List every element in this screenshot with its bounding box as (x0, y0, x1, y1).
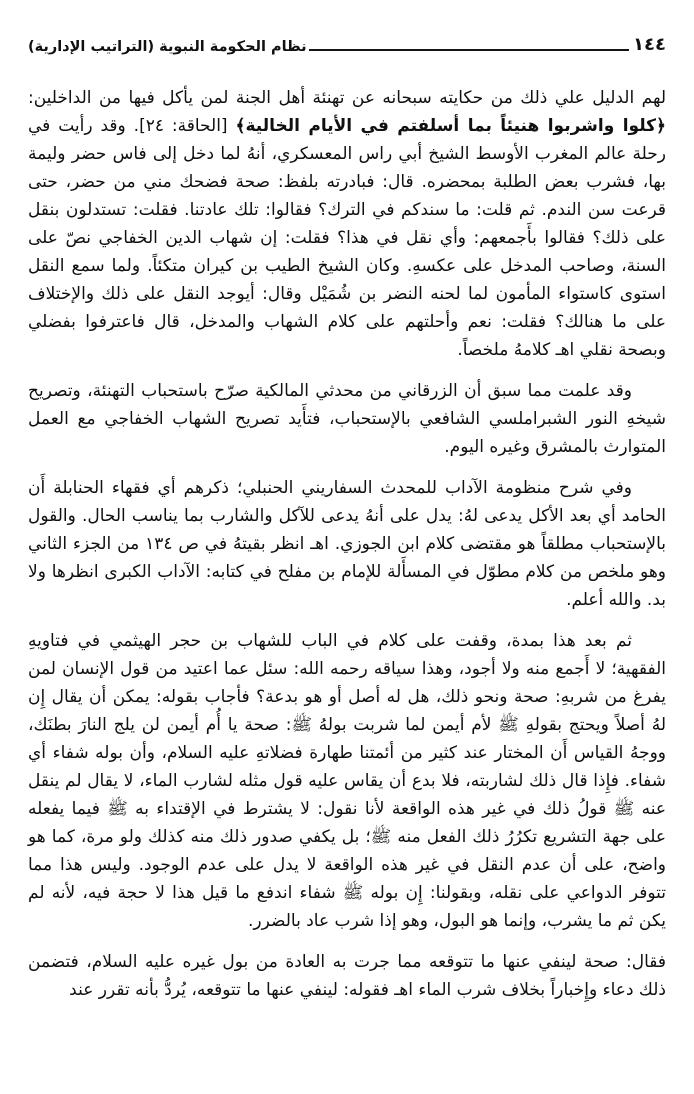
quran-verse: ﴿كلوا واشربوا هنيئاً بما أسلفتم في الأيام الخالية﴾ (235, 116, 666, 136)
paragraph (28, 84, 666, 364)
text-segment: لهم الدليل علي ذلك من حكايته سبحانه عن تهنئة أهل الجنة لمن يأكل فيها من الداخلين: (28, 88, 666, 108)
text-segment: فقال: صحة لينفي عنها ما تتوقعه مما جرت به العادة من بول غيره عليه السلام، فتضمن ذلك دعاء وإِخباراً بخلاف شرب الماء اهـ فقوله: لينفي عنها ما تتوقعه، يُردُّ بأنه تقرر عند (28, 952, 666, 1000)
header-rule (309, 48, 629, 51)
paragraph (28, 474, 666, 614)
paragraph (28, 627, 666, 935)
running-head (28, 36, 666, 54)
text-segment: وقد علمت مما سبق أن الزرقاني من محدثي المالكية صرّح باستحباب التهنئة، وتصريح شيخهِ النور الشبراملسي الشافعي بالإستحباب، فتأَيد تصريح الشهاب الخفاجي مع العمل المتوارث بالمشرق وغيره اليوم. (28, 381, 666, 457)
book-title: نظام الحكومة النبوية (التراتيب الإدارية) (28, 38, 307, 55)
paragraph (28, 948, 666, 1004)
text-segment: ثم بعد هذا بمدة، وقفت على كلام في الباب للشهاب بن حجر الهيثمي في فتاويهِ الفقهية؛ لا أَجمع منه ولا أجود، وهذا سياقه رحمه الله: سئل عما اعتيد من قول الإنسان لمن يفرغ من شربهِ: صحة ونحو ذلك، هل له أصل أو هو بدعة؟ فأجاب بقوله: يمكن أن يقال إِن لهُ أصلاً ويحتج بقولهِ ﷺ لأم أيمن لما شربت بولهُ ﷺ: صحة يا أُم أيمن لن يلج النارَ بطنَك، ووجهُ القياس أَن المختار عند كثير من أئمتنا طهارة فضلاتهِ عليه السلام، وأن بوله شفاء أي شفاء. فإِذا قال ذلك لشاربته، فلا بدع أن يقاس عليه قول مثله لشارب الماء، لا يقال لم ينقل عنه ﷺ قولُ ذلك في غير هذه الواقعة لأنا نقول: لا يشترط في الإقتداء به ﷺ فيما يفعله على جهة التشريع تكرُرُ ذلك الفعل منه ﷺ؛ بل يكفي صدور ذلك منه كذلك ولو مرة، كما هو واضح، على أن عدم النقل في غير هذه الواقعة لا يدل على عدم الوجود. وليس هذا مما تتوفر الدواعي على نقله، وبقولنا: إِن بوله ﷺ شفاء اندفع ما قيل هذا لا حجة فيه، لأنه لم يكن ثم ما يشرب، وإنما هو البول، وهو إذا شرب عاد بالضرر. (28, 631, 666, 931)
page-number: ١٤٤ (633, 34, 666, 55)
body-text (28, 84, 666, 1004)
paragraph (28, 377, 666, 461)
text-segment: وفي شرح منظومة الآداب للمحدث السفاريني الحنبلي؛ ذكرهم أي فقهاء الحنابلة أَن الحامد أي بعد الأكل يدعى لهُ: يدل على أنهُ يدعى للآكل والشارب بما يناسب الحال. والقول بالإستحباب مطلقاً هو مقتضى كلام ابن الجوزي. اهـ انظر بقيتهُ في ص ١٣٤ من الجزء الثاني وهو ملخص من كلام مطوّل في المسأَلة للإمام بن مفلح في كتابه: الآداب الكبرى انظرها ولا بد. والله أعلم. (28, 478, 666, 610)
text-segment: [الحاقة: ٢٤]. وقد رأيت في رحلة عالم المغرب الأوسط الشيخ أبي راس المعسكري، أنهُ لما دخل إلى فاس حضر وليمة بها، فشرب بعض الطلبة بمحضره. قال: فبادرته بلفظ: صحة فضحك مني من حضر، حتى قرعت سن الندم. ثم قلت: ما سندكم في الترك؟ فقالوا: تلك عادتنا. فقلت: تستدلون بنقل على ذلك؟ فقالوا بأَجمعهم: وأي نقل في هذا؟ فقلت: إن شهاب الدين الخفاجي نصّ على السنة، وصاحب المدخل على عكسهِ. وكان الشيخ الطيب بن كيران متكئاً. ولما سمع النقل استوى كاستواء المأمون لما لحنه النضر بن شُمَيْل وقال: أيوجد النقل على ذلك والإختلاف على ما هنالك؟ فقلت: نعم وأحلتهم على كلام الشهاب والمدخل، قال فاعترفوا بفضلي وبصحة نقلي اهـ كلامهُ ملخصاً. (28, 116, 666, 360)
